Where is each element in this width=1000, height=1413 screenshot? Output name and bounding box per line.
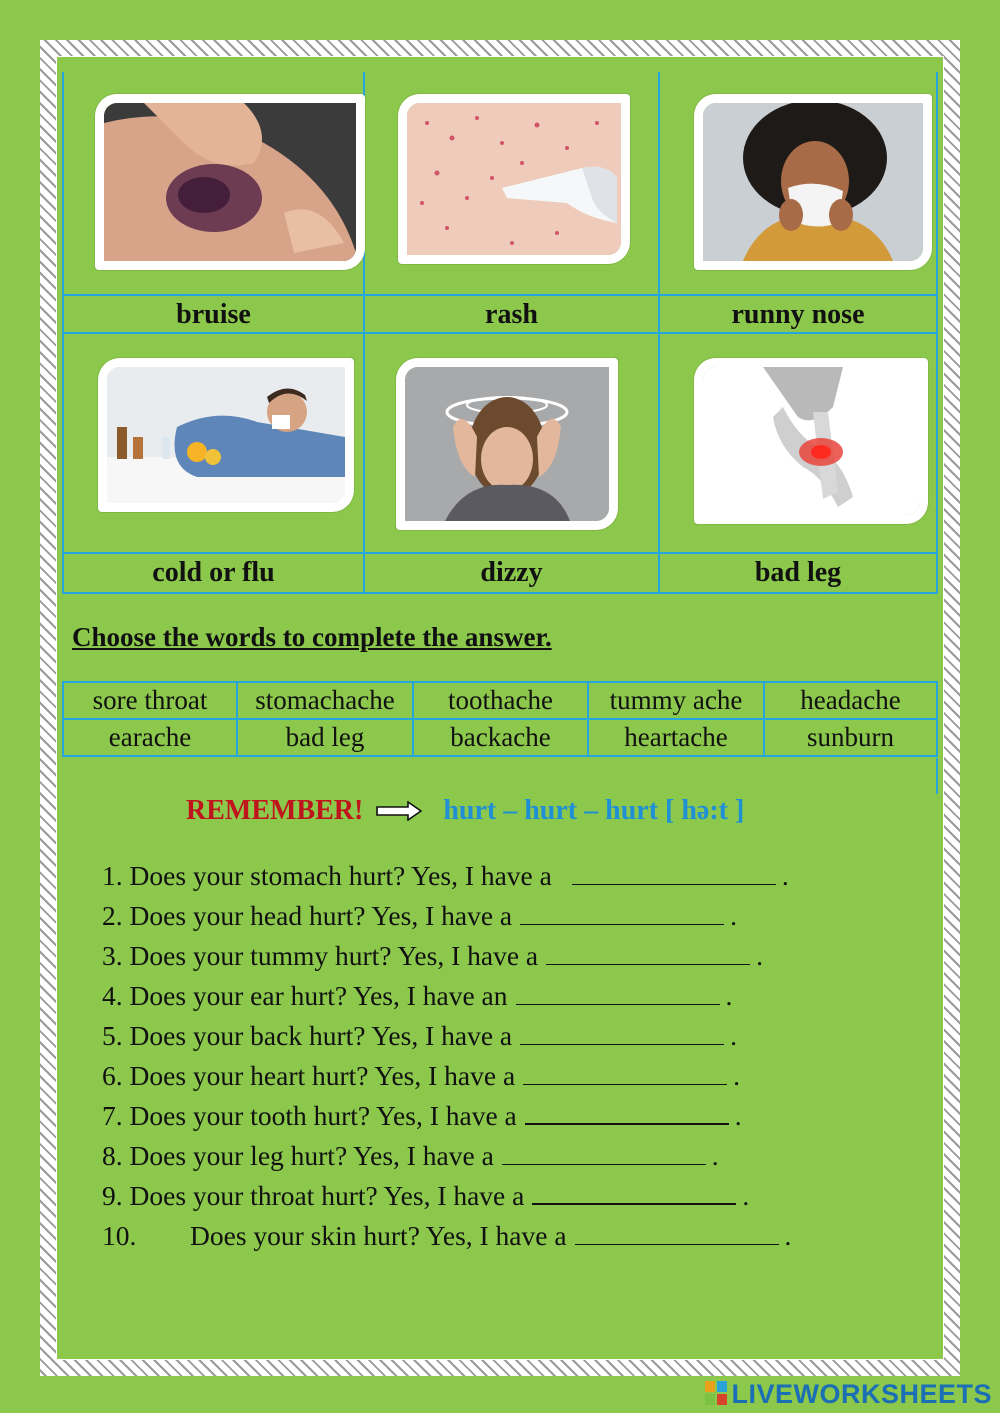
answer-blank-7[interactable] (525, 1097, 729, 1125)
answer-blank-8[interactable] (502, 1138, 706, 1165)
picture-label-dizzy: dizzy (480, 557, 543, 588)
bad-leg-photo (694, 358, 928, 524)
answer-period: . (730, 900, 737, 931)
answer-blank-2[interactable] (520, 898, 724, 925)
picture-label-cold-or-flu: cold or flu (152, 557, 275, 588)
instruction-heading: Choose the words to complete the answer. (72, 622, 552, 652)
word-bank-cell: backache (413, 719, 588, 756)
question-number: 5. (102, 1020, 123, 1051)
remember-label: REMEMBER! (186, 795, 364, 826)
question-item (102, 856, 791, 896)
answer-period: . (711, 1140, 719, 1171)
answer-period: . (781, 860, 789, 891)
question-text: Does your throat hurt? Yes, I have a (129, 1180, 525, 1211)
word-bank-cell: heartache (588, 719, 764, 756)
answer-blank-6[interactable] (523, 1058, 727, 1085)
answer-blank-9[interactable] (532, 1177, 736, 1205)
question-number: 10. (102, 1220, 137, 1251)
answer-period: . (734, 1100, 742, 1131)
answer-blank-4[interactable] (516, 978, 720, 1005)
question-text: Does your back hurt? Yes, I have a (129, 1020, 513, 1051)
picture-label-bad-leg: bad leg (754, 557, 842, 588)
word-bank-cell: sore throat (63, 682, 237, 719)
question-number: 6. (102, 1060, 123, 1091)
word-bank-cell: bad leg (237, 719, 413, 756)
picture-label-runny-nose: runny nose (731, 299, 865, 330)
remember-note (186, 795, 744, 829)
question-number: 2. (102, 900, 123, 931)
right-arrow-icon (376, 797, 422, 829)
word-bank-cell: headache (764, 682, 937, 719)
question-item (102, 1096, 791, 1136)
word-bank-cell: tummy ache (588, 682, 764, 719)
question-text: Does your leg hurt? Yes, I have a (129, 1140, 494, 1171)
question-number: 7. (102, 1100, 123, 1131)
runny-nose-photo (694, 94, 932, 270)
question-number: 4. (102, 980, 123, 1011)
picture-label-rash: rash (485, 299, 538, 330)
question-item (102, 1136, 791, 1176)
answer-period: . (742, 1180, 750, 1211)
question-text: Does your heart hurt? Yes, I have a (129, 1060, 516, 1091)
word-bank-row (63, 719, 937, 756)
answer-period: . (784, 1220, 792, 1251)
dizzy-photo (396, 358, 618, 530)
question-text: Does your tummy hurt? Yes, I have a (129, 940, 539, 971)
word-bank-table (62, 681, 938, 757)
word-bank-cell: sunburn (764, 719, 937, 756)
answer-blank-5[interactable] (520, 1018, 724, 1045)
answer-period: . (733, 1060, 741, 1091)
question-text: Does your skin hurt? Yes, I have a (190, 1220, 567, 1251)
question-list (102, 856, 791, 1256)
question-item (102, 976, 791, 1016)
question-number: 9. (102, 1180, 123, 1211)
word-bank-cell: earache (63, 719, 237, 756)
cold-or-flu-photo (98, 358, 354, 512)
question-text: Does your ear hurt? Yes, I have an (129, 980, 508, 1011)
question-text: Does your tooth hurt? Yes, I have a (129, 1100, 517, 1131)
question-text: Does your head hurt? Yes, I have a (129, 900, 513, 931)
answer-period: . (730, 1020, 737, 1051)
answer-blank-10[interactable] (575, 1218, 779, 1245)
rash-photo (398, 94, 630, 264)
answer-period: . (725, 980, 733, 1011)
table-edge-line (936, 758, 938, 794)
answer-blank-3[interactable] (546, 938, 750, 965)
question-text: Does your stomach hurt? Yes, I have a (129, 860, 552, 891)
question-item (102, 896, 791, 936)
picture-label-bruise: bruise (176, 299, 251, 330)
bruise-photo (95, 94, 365, 270)
answer-blank-1[interactable] (572, 858, 776, 885)
word-bank-cell: stomachache (237, 682, 413, 719)
answer-period: . (756, 940, 763, 971)
question-item (102, 936, 791, 976)
question-number: 3. (102, 940, 123, 971)
question-item (102, 1056, 791, 1096)
question-number: 1. (102, 860, 123, 891)
word-bank-row (63, 682, 937, 719)
question-item (102, 1016, 791, 1056)
word-bank-cell: toothache (413, 682, 588, 719)
hurt-verb-forms: hurt – hurt – hurt [ hə:t ] (443, 795, 745, 826)
question-item (102, 1216, 791, 1256)
picture-vocabulary-grid (62, 72, 938, 594)
liveworksheets-logo (705, 1378, 992, 1410)
question-item (102, 1176, 791, 1216)
brand-name: LIVEWORKSHEETS (731, 1379, 992, 1409)
live-logo-icon (705, 1380, 727, 1412)
question-number: 8. (102, 1140, 123, 1171)
